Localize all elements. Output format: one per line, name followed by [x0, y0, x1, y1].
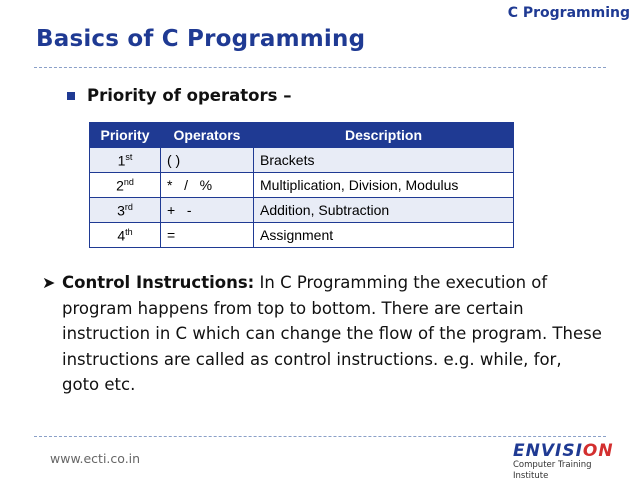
operators-cell: ( )	[161, 148, 254, 173]
slide-title: Basics of C Programming	[36, 26, 366, 52]
header-operators: Operators	[161, 123, 254, 148]
priority-cell: 3rd	[90, 198, 161, 223]
logo-tagline: Computer Training Institute	[513, 460, 592, 481]
arrow-bullet-icon: ➤	[42, 273, 56, 292]
operators-cell: + -	[161, 198, 254, 223]
description-cell: Assignment	[254, 223, 514, 248]
table-header-row	[90, 123, 514, 148]
table-row	[90, 223, 514, 248]
bottom-divider	[34, 436, 606, 437]
description-cell: Brackets	[254, 148, 514, 173]
table-row	[90, 173, 514, 198]
header-description: Description	[254, 123, 514, 148]
operators-cell: * / %	[161, 173, 254, 198]
priority-heading: Priority of operators –	[87, 86, 292, 105]
table-row	[90, 198, 514, 223]
control-instructions-paragraph	[42, 270, 602, 398]
priority-cell: 1st	[90, 148, 161, 173]
priority-bullet	[67, 86, 291, 105]
description-cell: Addition, Subtraction	[254, 198, 514, 223]
table-row	[90, 148, 514, 173]
header-priority: Priority	[90, 123, 161, 148]
top-divider	[34, 67, 606, 68]
priority-cell: 4th	[90, 223, 161, 248]
description-cell: Multiplication, Division, Modulus	[254, 173, 514, 198]
envision-logo: ENVISION Computer Training Institute	[513, 441, 614, 481]
control-text: In C Programming the execution of program happens from top to bottom. There are certain instruction in C which can change the flow of the program. These instructions are called as control instructions. e.g. while, for, goto etc.	[62, 273, 602, 394]
operators-table	[89, 122, 514, 248]
corner-label: C Programming	[507, 5, 630, 21]
footer-url: www.ecti.co.in	[50, 451, 141, 466]
control-term: Control Instructions:	[62, 273, 255, 292]
priority-cell: 2nd	[90, 173, 161, 198]
square-bullet-icon	[67, 92, 75, 100]
operators-cell: =	[161, 223, 254, 248]
